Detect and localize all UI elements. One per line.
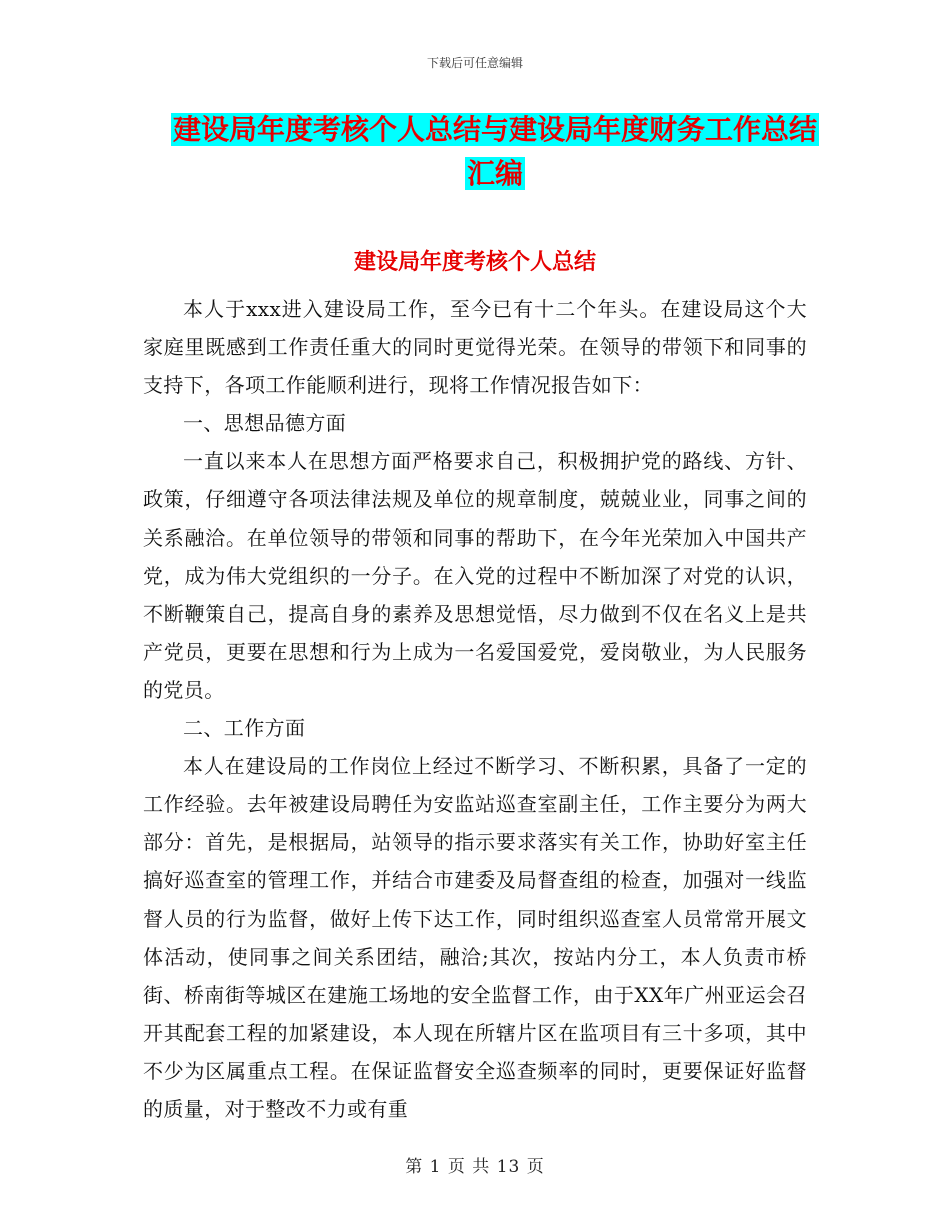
header-note: 下载后可任意编辑: [426, 56, 523, 70]
document-title-line2: 汇编: [466, 157, 523, 190]
section-title: 建设局年度考核个人总结: [353, 250, 596, 275]
heading-ideology: 一、思想品德方面: [183, 411, 347, 436]
body-text: [143, 290, 807, 1128]
paragraph-intro: 本人于xxx进入建设局工作，至今已有十二个年头。在建设局这个大家庭里既感到工作责任重大的同时更觉得光荣。在领导的带领下和同事的支持下，各项工作能顺利进行，现将工作情况报告如下：: [143, 297, 807, 398]
paragraph-ideology: 一直以来本人在思想方面严格要求自己，积极拥护党的路线、方针、政策，仔细遵守各项法律法规及单位的规章制度，兢兢业业，同事之间的关系融洽。在单位领导的带领和同事的帮助下，在今年光荣加入中国共产党，成为伟大党组织的一分子。在入党的过程中不断加深了对党的认识，不断鞭策自己，提高自身的素养及思想觉悟，尽力做到不仅在名义上是共产党员，更要在思想和行为上成为一名爱国爱党，爱岗敬业，为人民服务的党员。: [143, 449, 807, 702]
document-title: [150, 108, 840, 196]
page-number-footer: 第 1 页 共 13 页: [405, 1157, 545, 1177]
heading-work: 二、工作方面: [183, 716, 306, 741]
document-title-line1: 建设局年度考核个人总结与建设局年度财务工作总结: [172, 113, 817, 146]
paragraph-work: 本人在建设局的工作岗位上经过不断学习、不断积累，具备了一定的工作经验。去年被建设局聘任为安监站巡查室副主任，工作主要分为两大部分：首先，是根据局，站领导的指示要求落实有关工作，协助好室主任搞好巡查室的管理工作，并结合市建委及局督查组的检查，加强对一线监督人员的行为监督，做好上传下达工作，同时组织巡查室人员常常开展文体活动，使同事之间关系团结，融洽;其次，按站内分工，本人负责市桥街、桥南街等城区在建施工场地的安全监督工作，由于XX年广州亚运会召开其配套工程的加紧建设，本人现在所辖片区在监项目有三十多项，其中不少为区属重点工程。在保证监督安全巡查频率的同时，更要保证好监督的质量，对于整改不力或有重: [143, 754, 807, 1121]
